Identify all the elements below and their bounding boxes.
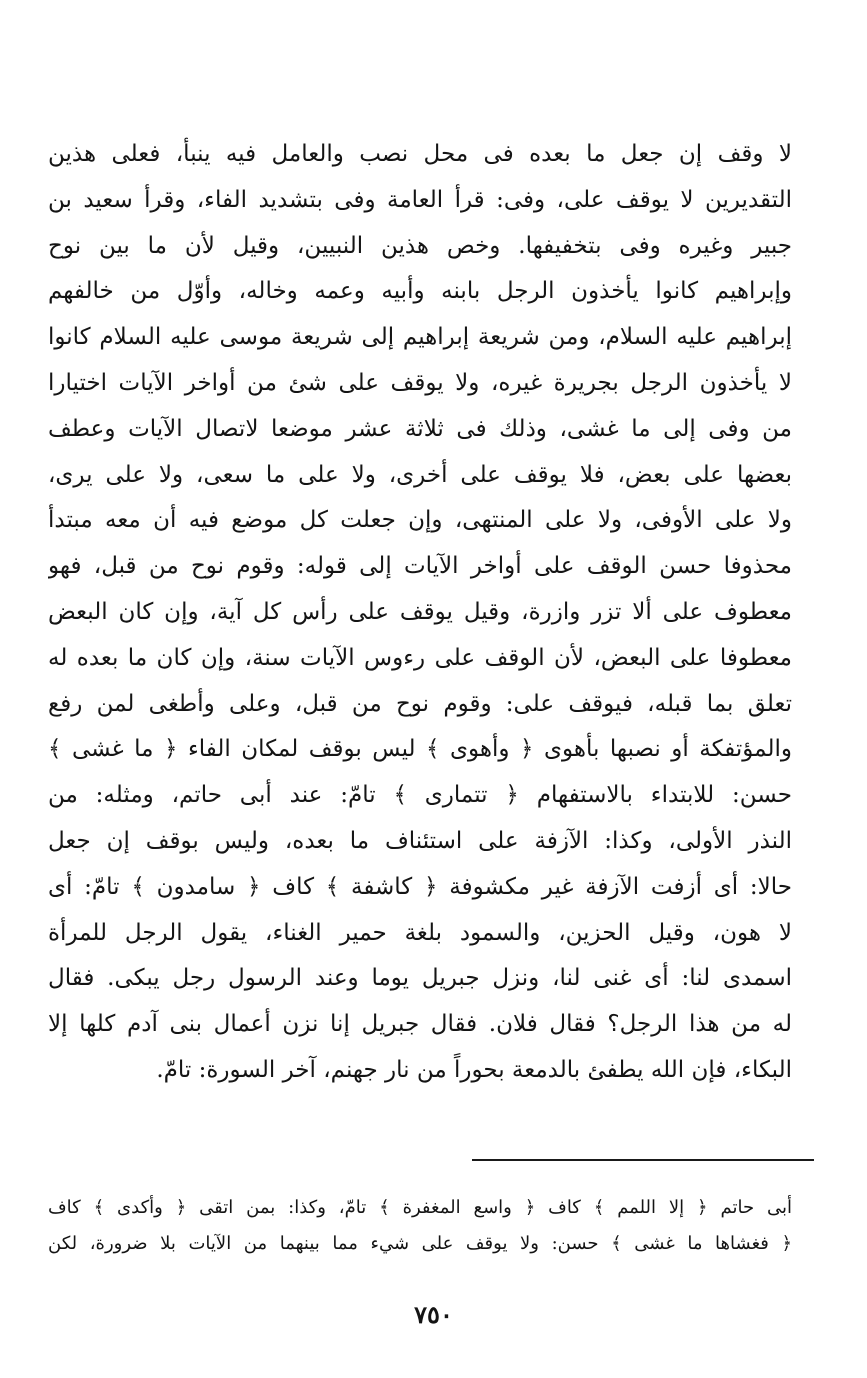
text-line: التقديرين لا يوقف على، وفى: قرأ العامة وفى بتشديد الفاء، وقرأ سعيد بن (48, 186, 792, 213)
footnote-divider (472, 1159, 814, 1161)
text-line: محذوفا حسن الوقف على أواخر الآيات إلى قوله: وقوم نوح من قبل، فهو (48, 553, 792, 580)
text-line: معطوفا على البعض، لأن الوقف على رءوس الآيات سنة، وإن كان ما بعده له (48, 644, 792, 671)
page-number: ٧٥٠ (414, 1300, 453, 1329)
text-line: ولا على الأوفى، ولا على المنتهى، وإن جعلت كل موضع فيه أن معه مبتدأ (48, 507, 792, 534)
text-line: النذر الأولى، وكذا: الآزفة على استئناف ما بعده، وليس بوقف إن جعل (48, 827, 792, 854)
main-text-block (48, 132, 792, 1094)
text-line: معطوف على ألا تزر وازرة، وقيل يوقف على رأس كل آية، وإن كان البعض (48, 598, 792, 625)
text-line: بعضها على بعض، فلا يوقف على أخرى، ولا على ما سعى، ولا على يرى، (48, 461, 792, 488)
text-line: لا هون، وقيل الحزين، والسمود بلغة حمير الغناء، يقول الرجل للمرأة (48, 919, 792, 946)
text-line: اسمدى لنا: أى غنى لنا، ونزل جبريل يوما وعند الرسول رجل يبكى. فقال (48, 965, 792, 992)
footnote-line: ﴿ فغشاها ما غشى ﴾ حسن: ولا يوقف على شيء مما بينهما من الآيات بلا ضرورة، لكن (48, 1233, 792, 1254)
text-line: البكاء، فإن الله يطفئ بالدمعة بحوراً من نار جهنم، آخر السورة: تامّ. (156, 1056, 792, 1083)
text-line: وإبراهيم كانوا يأخذون الرجل بابنه وأبيه وعمه وخاله، وأوّل من خالفهم (48, 278, 792, 305)
text-line: له من هذا الرجل؟ فقال فلان. فقال جبريل إنا نزن أعمال بنى آدم كلها إلا (48, 1011, 792, 1038)
footnote-line: أبى حاتم ﴿ إلا اللمم ﴾ كاف ﴿ واسع المغفرة ﴾ تامّ، وكذا: بمن اتقى ﴿ وأكدى ﴾ كاف (48, 1197, 792, 1218)
text-line: إبراهيم عليه السلام، ومن شريعة إبراهيم إلى شريعة موسى عليه السلام كانوا (48, 324, 792, 351)
text-line: تعلق بما قبله، فيوقف على: وقوم نوح من قبل، وعلى وأطغى لمن رفع (48, 690, 792, 717)
text-line: حالا: أى أزفت الآزفة غير مكشوفة ﴿ كاشفة ﴾ كاف ﴿ سامدون ﴾ تامّ: أى (48, 873, 792, 900)
text-line: والمؤتفكة أو نصبها بأهوى ﴿ وأهوى ﴾ ليس بوقف لمكان الفاء ﴿ ما غشى ﴾ (48, 736, 792, 763)
text-line: لا يأخذون الرجل بجريرة غيره، ولا يوقف على شئ من أواخر الآيات اختيارا (48, 369, 792, 396)
text-line: حسن: للابتداء بالاستفهام ﴿ تتمارى ﴾ تامّ: عند أبى حاتم، ومثله: من (48, 782, 792, 809)
text-line: جبير وغيره وفى بتخفيفها. وخص هذين النبيين، وقيل لأن ما بين نوح (48, 232, 792, 259)
text-line: من وفى إلى ما غشى، وذلك فى ثلاثة عشر موضعا لاتصال الآيات وعطف (48, 415, 792, 442)
footnotes-block (48, 1190, 792, 1262)
text-line: لا وقف إن جعل ما بعده فى محل نصب والعامل فيه ينبأ، فعلى هذين (48, 141, 792, 167)
